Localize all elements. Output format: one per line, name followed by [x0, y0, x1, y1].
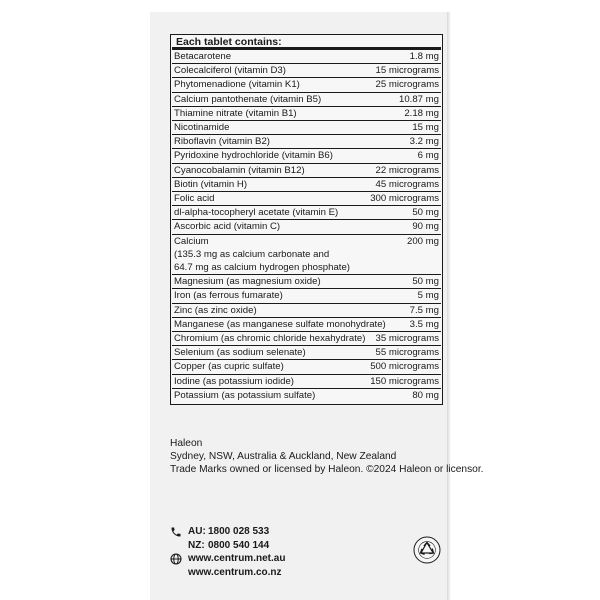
nz-phone[interactable]: 0800 540 144	[208, 539, 270, 551]
ingredient-amount: 1.8 mg	[409, 51, 439, 62]
nutrition-row	[172, 192, 441, 206]
web-au-link[interactable]: www.centrum.net.au	[188, 553, 286, 564]
trademark-notice: Trade Marks owned or licensed by Haleon. ©2024 Haleon or licensor.	[170, 464, 484, 475]
ingredient-amount: 35 micrograms	[375, 333, 439, 345]
ingredient-name: Zinc (as zinc oxide)	[174, 304, 257, 316]
nutrition-row	[172, 107, 441, 121]
ingredient-name: Iron (as ferrous fumarate)	[174, 290, 283, 302]
nutrition-row	[172, 375, 441, 389]
ingredient-amount: 25 micrograms	[375, 79, 439, 91]
nutrition-row	[172, 164, 441, 178]
nutrition-row	[172, 360, 441, 374]
nutrition-row	[172, 93, 441, 107]
nutrition-rows	[172, 50, 441, 403]
nz-label: NZ:	[188, 539, 205, 551]
ingredient-name: Riboflavin (vitamin B2)	[174, 136, 270, 148]
ingredient-name: Biotin (vitamin H)	[174, 178, 248, 190]
nutrition-row	[172, 220, 441, 234]
ingredient-amount: 3.2 mg	[409, 136, 439, 148]
ingredient-name: Magnesium (as magnesium oxide)	[174, 276, 321, 288]
globe-icon	[170, 553, 188, 565]
ingredient-name: Calcium (135.3 mg as calcium carbonate and 64.7 mg as calcium hydrogen phosphate)	[174, 235, 350, 274]
ingredient-amount: 7.5 mg	[409, 304, 439, 316]
company-name: Haleon	[170, 438, 203, 449]
contact-au	[170, 525, 285, 539]
ingredient-name: Potassium (as potassium sulfate)	[174, 389, 316, 401]
ingredient-amount: 15 micrograms	[375, 65, 439, 77]
ingredient-name: Phytomenadione (vitamin K1)	[174, 79, 300, 91]
nutrition-row	[172, 178, 441, 192]
nutrition-row	[172, 50, 441, 64]
ingredient-amount: 300 micrograms	[370, 193, 439, 205]
ingredient-amount: 5 mg	[417, 290, 439, 302]
ingredient-name: Nicotinamide	[174, 122, 230, 134]
ingredient-amount: 2.18 mg	[404, 107, 439, 119]
ingredient-amount: 200 mg	[407, 235, 439, 247]
ingredient-amount: 55 micrograms	[375, 347, 439, 359]
nutrition-row	[172, 304, 441, 318]
ingredient-amount: 90 mg	[412, 221, 439, 233]
company-address: Sydney, NSW, Australia & Auckland, New Zealand	[170, 451, 397, 462]
please-recycle-logo	[413, 536, 441, 564]
ingredient-name: Copper (as cupric sulfate)	[174, 361, 284, 373]
ingredient-name: Betacarotene	[174, 51, 232, 62]
nutrition-row	[172, 121, 441, 135]
ingredient-name: Colecalciferol (vitamin D3)	[174, 65, 286, 77]
ingredient-amount: 50 mg	[412, 276, 439, 288]
contact-web-au	[170, 552, 285, 566]
contact-nz	[170, 539, 285, 553]
au-phone[interactable]: 1800 028 533	[208, 526, 270, 537]
nutrition-row	[172, 346, 441, 360]
contact-info	[170, 525, 285, 579]
ingredient-amount: 80 mg	[412, 389, 439, 401]
ingredient-name: Iodine (as potassium iodide)	[174, 375, 294, 387]
ingredient-name: Cyanocobalamin (vitamin B12)	[174, 164, 305, 176]
nutrition-row	[172, 78, 441, 92]
nutrition-row	[172, 206, 441, 220]
ingredient-name: Folic acid	[174, 193, 215, 205]
nutrition-table	[170, 34, 443, 405]
ingredient-amount: 500 micrograms	[370, 361, 439, 373]
ingredient-name: Pyridoxine hydrochloride (vitamin B6)	[174, 150, 333, 162]
nutrition-row	[172, 64, 441, 78]
web-nz-link[interactable]: www.centrum.co.nz	[188, 566, 282, 578]
phone-icon	[170, 526, 188, 538]
ingredient-name: Calcium pantothenate (vitamin B5)	[174, 93, 322, 105]
panel-edge-shadow	[447, 12, 451, 600]
nutrition-row	[172, 289, 441, 303]
company-info	[170, 437, 483, 476]
ingredient-amount: 150 micrograms	[370, 375, 439, 387]
nutrition-row	[172, 318, 441, 332]
ingredient-amount: 10.87 mg	[398, 93, 439, 105]
ingredient-amount: 22 micrograms	[375, 164, 439, 176]
ingredient-amount: 50 mg	[412, 207, 439, 219]
nutrition-row	[172, 135, 441, 149]
ingredient-name: Selenium (as sodium selenate)	[174, 347, 306, 359]
nutrition-row	[172, 389, 441, 403]
au-label: AU:	[188, 526, 206, 537]
ingredient-amount: 3.5 mg	[409, 318, 439, 330]
nutrition-row	[172, 275, 441, 289]
contact-web-nz	[170, 566, 285, 580]
ingredient-amount: 6 mg	[417, 150, 439, 162]
ingredient-name: Thiamine nitrate (vitamin B1)	[174, 107, 297, 119]
nutrition-heading: Each tablet contains:	[172, 35, 441, 50]
nutrition-row	[172, 149, 441, 163]
ingredient-amount: 45 micrograms	[375, 178, 439, 190]
ingredient-name: Manganese (as manganese sulfate monohydrate)	[174, 318, 386, 330]
ingredient-name: Ascorbic acid (vitamin C)	[174, 221, 281, 233]
nutrition-row	[172, 235, 441, 276]
nutrition-row	[172, 332, 441, 346]
ingredient-amount: 15 mg	[412, 122, 439, 134]
ingredient-name: Chromium (as chromic chloride hexahydrate)	[174, 333, 366, 345]
ingredient-name: dl-alpha-tocopheryl acetate (vitamin E)	[174, 207, 339, 219]
